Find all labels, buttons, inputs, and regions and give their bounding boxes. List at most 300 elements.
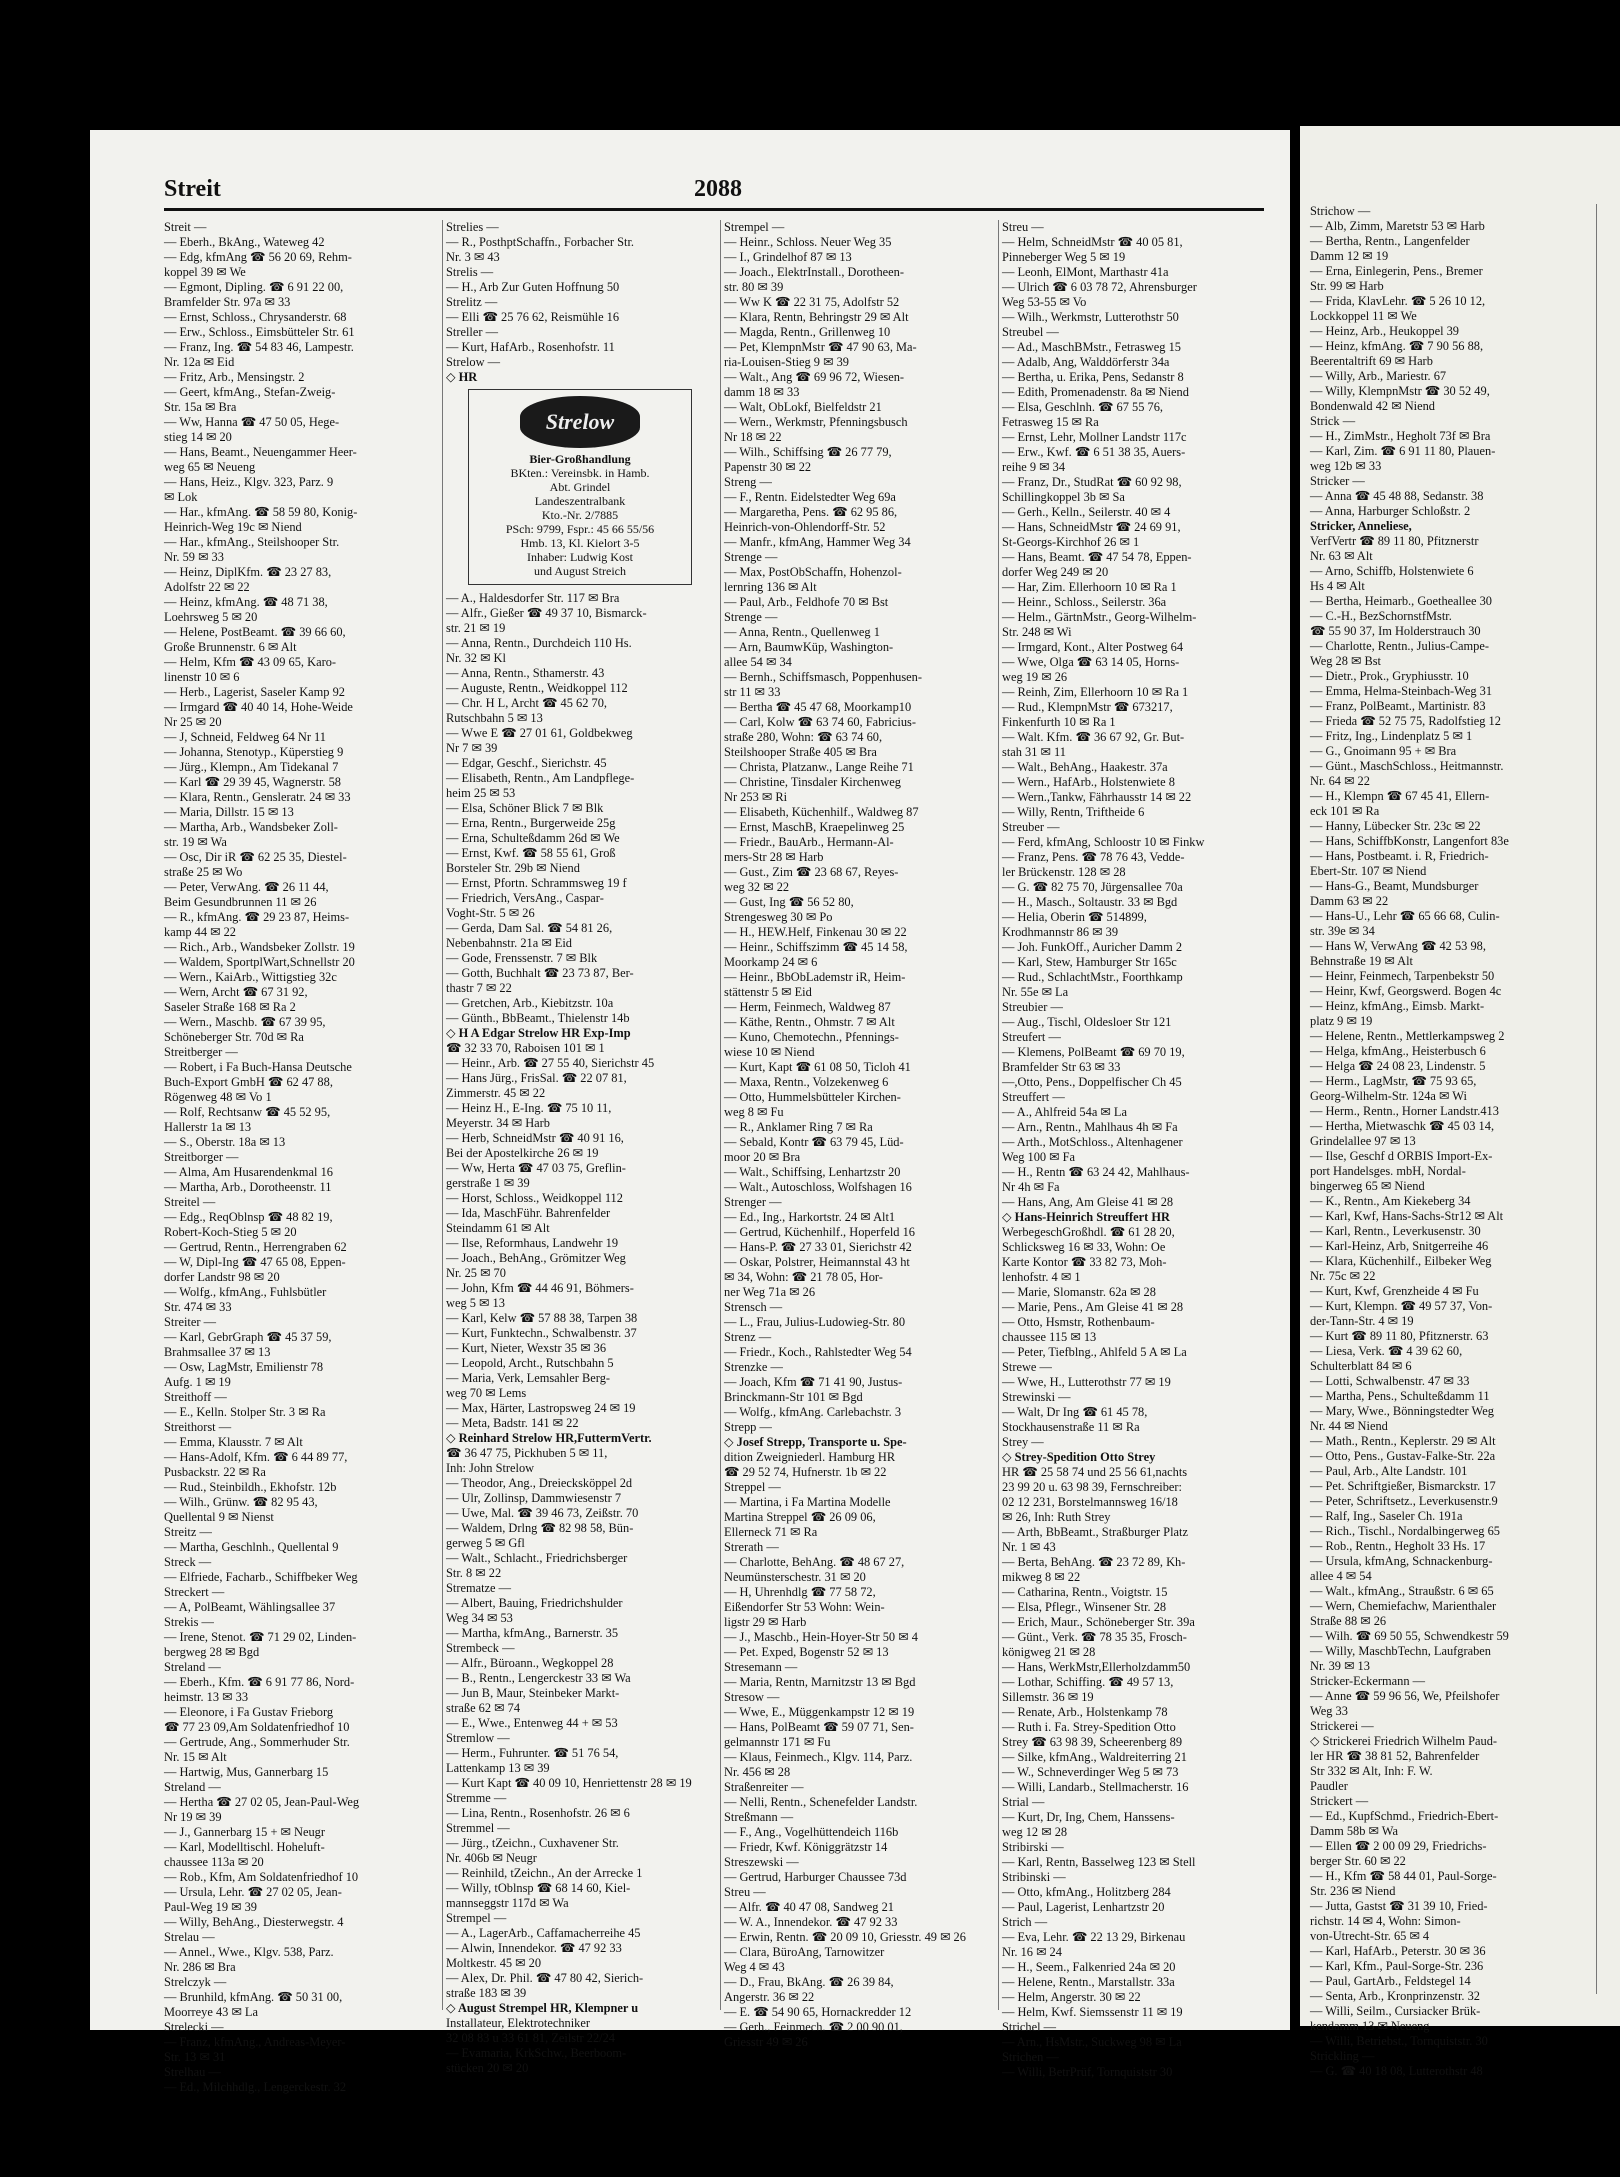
directory-entry-line: — Jürg., Klempn., Am Tidekanal 7: [164, 760, 339, 774]
directory-entry-line: kendamm 13 ✉ Neueng: [1310, 2019, 1430, 2033]
directory-entry-line: — Heinz H., E-Ing. ☎ 75 10 11,: [446, 1101, 612, 1115]
surname-heading: Strerath —: [724, 1540, 779, 1554]
directory-entry-line: — Ed., Ing., Harkortstr. 24 ✉ Alt1: [724, 1210, 896, 1224]
directory-entry-line: Installateur, Elektrotechniker: [446, 2016, 590, 2030]
directory-entry-line: — Heinz, kfmAng. ☎ 48 71 38,: [164, 595, 328, 609]
directory-entry-line: Rutschbahn 5 ✉ 13: [446, 711, 543, 725]
directory-entry-line: straße 183 ✉ 39: [446, 1986, 527, 2000]
directory-entry-line: — Robert, i Fa Buch-Hansa Deutsche: [164, 1060, 352, 1074]
directory-entry-line: — Willy, KlempnMstr ☎ 30 52 49,: [1310, 384, 1490, 398]
directory-entry-line: — Bertha, u. Erika, Pens, Sedanstr 8: [1002, 370, 1184, 384]
directory-entry-line: — Har, Zim. Ellerhoorn 10 ✉ Ra 1: [1002, 580, 1177, 594]
directory-entry-line: — Wwe, E., Müggenkampstr 12 ✉ 19: [724, 1705, 915, 1719]
directory-entry-line: — Gust., Zim ☎ 23 68 67, Reyes-: [724, 865, 899, 879]
surname-heading: Strelis —: [446, 265, 494, 279]
directory-entry-line: Weg 34 ✉ 53: [446, 1611, 513, 1625]
directory-entry-line: — Kurt, Kwf, Grenzheide 4 ✉ Fu: [1310, 1284, 1479, 1298]
directory-entry-line: — Irene, Stenot. ☎ 71 29 02, Linden-: [164, 1630, 357, 1644]
directory-entry-line: — Nelli, Rentn., Schenefelder Landstr.: [724, 1795, 918, 1809]
directory-entry-line: — Pet, KlempnMstr ☎ 47 90 63, Ma-: [724, 340, 917, 354]
directory-entry-line: port Handelsges. mbH, Nordal-: [1310, 1164, 1466, 1178]
directory-entry-line: — Berta, BehAng. ☎ 23 72 89, Kh-: [1002, 1555, 1186, 1569]
directory-entry-line: — Helene, PostBeamt. ☎ 39 66 60,: [164, 625, 346, 639]
directory-entry-line: — Erna, Einlegerin, Pens., Bremer: [1310, 264, 1483, 278]
directory-entry-line: — R., Anklamer Ring 7 ✉ Ra: [724, 1120, 873, 1134]
directory-entry-line: — Klemens, PolBeamt ☎ 69 70 19,: [1002, 1045, 1185, 1059]
directory-entry-line: richstr. 14 ✉ 4, Wohn: Simon-: [1310, 1914, 1461, 1928]
directory-entry-line: stücken 20 ✉ 20: [446, 2061, 529, 2075]
directory-entry-line: Lattenkamp 13 ✉ 39: [446, 1761, 550, 1775]
directory-entry-line: bingerweg 65 ✉ Niend: [1310, 1179, 1425, 1193]
directory-entry-line: — Ernst, MaschB, Kraepelinweg 25: [724, 820, 905, 834]
directory-entry-line: Moorreye 43 ✉ La: [164, 2005, 258, 2019]
surname-heading: Streu —: [1002, 220, 1044, 234]
directory-entry-line: — Har., kfmAng. ☎ 58 59 80, Konig-: [164, 505, 358, 519]
directory-entry-line: — Gertrud, Rentn., Herrengraben 62: [164, 1240, 347, 1254]
directory-entry-line: — Irmgard, Kont., Alter Postweg 64: [1002, 640, 1184, 654]
directory-entry-line: — Arn., HsMstr., Suckweg 98 ✉ La: [1002, 2035, 1182, 2049]
directory-entry-line: — Wwe E ☎ 27 01 61, Goldbekweg: [446, 726, 633, 740]
directory-entry-line: — Helga ☎ 24 08 23, Lindenstr. 5: [1310, 1059, 1486, 1073]
surname-heading: Strematze —: [446, 1581, 512, 1595]
directory-entry-line: — Martha, Geschlnh., Quellental 9: [164, 1540, 339, 1554]
directory-entry-line: — Hans, Ang, Am Gleise 41 ✉ 28: [1002, 1195, 1174, 1209]
directory-entry-line: Zimmerstr. 45 ✉ 22: [446, 1086, 546, 1100]
directory-entry-line: Buch-Export GmbH ☎ 62 47 88,: [164, 1075, 333, 1089]
directory-entry-line: — Arth., MotSchloss., Altenhagener: [1002, 1135, 1183, 1149]
directory-entry-line: — Ulrich ☎ 6 03 78 72, Ahrensburger: [1002, 280, 1197, 294]
directory-entry-line: — Alb, Zimm, Maretstr 53 ✉ Harb: [1310, 219, 1485, 233]
directory-entry-line: straße 62 ✉ 74: [446, 1701, 521, 1715]
directory-entry-line: — F., Rentn. Eidelstedter Weg 69a: [724, 490, 896, 504]
directory-entry-line: — H., Klempn ☎ 67 45 41, Ellern-: [1310, 789, 1490, 803]
surname-heading: Streckert —: [164, 1585, 225, 1599]
directory-entry-line: thastr 7 ✉ 22: [446, 981, 512, 995]
directory-entry-line: — J., Gannerbarg 15 + ✉ Neugr: [164, 1825, 325, 1839]
directory-entry-line: stieg 14 ✉ 20: [164, 430, 232, 444]
directory-entry-line: — D., Frau, BkAng. ☎ 26 39 84,: [724, 1975, 894, 1989]
directory-entry-line: — Willi, Landarb., Stellmacherstr. 16: [1002, 1780, 1189, 1794]
directory-entry-line: — Fritz, Arb., Mensingstr. 2: [164, 370, 305, 384]
directory-entry-line: Beerentaltrift 69 ✉ Harb: [1310, 354, 1433, 368]
header-keyword: Streit: [164, 176, 221, 202]
directory-entry-line: — Käthe, Rentn., Ohmstr. 7 ✉ Alt: [724, 1015, 895, 1029]
directory-entry-line: — Maria, Verk, Lemsahler Berg-: [446, 1371, 611, 1385]
directory-entry-line: — Rolf, Rechtsanw ☎ 45 52 95,: [164, 1105, 331, 1119]
directory-entry-line: — Gust, Ing ☎ 56 52 80,: [724, 895, 854, 909]
surname-heading: Strelow —: [446, 355, 501, 369]
directory-entry-line: Straße 88 ✉ 26: [1310, 1614, 1387, 1628]
directory-entry-line: Paul-Weg 19 ✉ 39: [164, 1900, 258, 1914]
directory-entry-line: — Alex, Dr. Phil. ☎ 47 80 42, Sierich-: [446, 1971, 644, 1985]
directory-entry-line: — Frieda ☎ 52 75 75, Radolfstieg 12: [1310, 714, 1501, 728]
surname-heading: Streuffert —: [1002, 1090, 1065, 1104]
directory-entry-line: — Walt., BehAng., Haakestr. 37a: [1002, 760, 1168, 774]
surname-heading: Stribirski —: [1002, 1840, 1064, 1854]
surname-heading: Streitz —: [164, 1525, 212, 1539]
directory-entry-line: — Wern., KaiArb., Wittigstieg 32c: [164, 970, 337, 984]
directory-entry-line: Nr 7 ✉ 39: [446, 741, 498, 755]
directory-entry-line: — Franz, kfmAng., Andreas-Meyer-: [164, 2035, 346, 2049]
directory-entry-line: — Karl, Modelltischl. Hoheluft-: [164, 1840, 325, 1854]
directory-entry-line: str. 39e ✉ 34: [1310, 924, 1375, 938]
surname-heading: Stricker —: [1310, 474, 1365, 488]
directory-entry-line: — Helm., GärtnMstr., Georg-Wilhelm-: [1002, 610, 1197, 624]
directory-entry-line: — Wilh., Grünw. ☎ 82 95 43,: [164, 1495, 318, 1509]
directory-entry-line: — Max, PostObSchaffn, Hohenzol-: [724, 565, 902, 579]
directory-entry-line: — Ulr, Zollinsp, Dammwiesenstr 7: [446, 1491, 622, 1505]
directory-entry-line: — E., Kelln. Stolper Str. 3 ✉ Ra: [164, 1405, 326, 1419]
directory-entry-line: — Emma, Klausstr. 7 ✉ Alt: [164, 1435, 303, 1449]
surname-heading: Streland —: [164, 1780, 221, 1794]
directory-entry-line: — Walt., Schlacht., Friedrichsberger: [446, 1551, 628, 1565]
directory-entry-line: dorfer Landstr 98 ✉ 20: [164, 1270, 280, 1284]
directory-entry-line: — Wwe, Olga ☎ 63 14 05, Horns-: [1002, 655, 1180, 669]
directory-entry-line: weg 12b ✉ 33: [1310, 459, 1382, 473]
directory-entry-line: ◇ August Strempel HR, Klempner u: [446, 2001, 639, 2015]
directory-entry-line: — Friedr, Kwf. Königgrätzstr 14: [724, 1840, 888, 1854]
directory-entry-line: — Horst, Schloss., Weidkoppel 112: [446, 1191, 623, 1205]
directory-entry-line: — Otto, Hsmstr, Rothenbaum-: [1002, 1315, 1155, 1329]
directory-entry-line: — C.-H., BezSchornstfMstr.: [1310, 609, 1452, 623]
surname-heading: Stricker-Eckermann —: [1310, 1674, 1426, 1688]
directory-entry-line: — Wilh., Schiffsing ☎ 26 77 79,: [724, 445, 892, 459]
directory-entry-line: — R., kfmAng. ☎ 29 23 87, Heims-: [164, 910, 350, 924]
surname-heading: Stresow —: [724, 1690, 780, 1704]
directory-entry-line: Ellerneck 71 ✉ Ra: [724, 1525, 818, 1539]
directory-entry-line: — Heinr., Arb. ☎ 27 55 40, Sierichstr 45: [446, 1056, 655, 1070]
directory-entry-line: — Gretchen, Arb., Kiebitzstr. 10a: [446, 996, 614, 1010]
directory-entry-line: mikweg 8 ✉ 22: [1002, 1570, 1081, 1584]
directory-entry-line: — Gerda, Dam Sal. ☎ 54 81 26,: [446, 921, 613, 935]
directory-entry-line: — Heinr., Schloss., Seilerstr. 36a: [1002, 595, 1167, 609]
directory-entry-line: — Anna, Rentn., Quellenweg 1: [724, 625, 880, 639]
directory-entry-line: — Wwe, H., Lutterothstr 77 ✉ 19: [1002, 1375, 1171, 1389]
directory-entry-line: — A., Ahlfreid 54a ✉ La: [1002, 1105, 1127, 1119]
directory-entry-line: — Hans W, VerwAng ☎ 42 53 98,: [1310, 939, 1486, 953]
directory-entry-line: — Peter, Tiefblng., Ahlfeld 5 A ✉ La: [1002, 1345, 1187, 1359]
directory-entry-line: Behnstraße 19 ✉ Alt: [1310, 954, 1413, 968]
directory-entry-line: Strey ☎ 63 98 39, Scheerenberg 89: [1002, 1735, 1183, 1749]
directory-entry-line: weg 8 ✉ Fu: [724, 1105, 784, 1119]
directory-entry-line: — Erna, Schulteßdamm 26d ✉ We: [446, 831, 620, 845]
directory-entry-line: — L., Frau, Julius-Ludowieg-Str. 80: [724, 1315, 906, 1329]
directory-entry-line: — Friedr., BauArb., Hermann-Al-: [724, 835, 894, 849]
directory-entry-line: — Hans, Beamt., Neuengammer Heer-: [164, 445, 357, 459]
directory-entry-line: Nr. 16 ✉ 24: [1002, 1945, 1062, 1959]
surname-heading: Straßenreiter —: [724, 1780, 804, 1794]
directory-entry-line: — Otto, Pens., Gustav-Falke-Str. 22a: [1310, 1449, 1496, 1463]
directory-entry-line: Damm 58b ✉ Wa: [1310, 1824, 1398, 1838]
directory-entry-line: — Martha, kfmAng., Barnerstr. 35: [446, 1626, 619, 1640]
directory-entry-line: weg 32 ✉ 22: [724, 880, 790, 894]
directory-entry-line: — Hanny, Lübecker Str. 23c ✉ 22: [1310, 819, 1481, 833]
directory-entry-line: — Elisabeth, Rentn., Am Landpflege-: [446, 771, 635, 785]
directory-entry-line: — Fritz, Ing., Lindenplatz 5 ✉ 1: [1310, 729, 1473, 743]
directory-entry-line: Griesstr 49 ✉ 26: [724, 2035, 808, 2049]
directory-entry-line: — Anna, Harburger Schloßstr. 2: [1310, 504, 1471, 518]
directory-entry-line: — Kurt, Nieter, Wexstr 35 ✉ 36: [446, 1341, 607, 1355]
directory-entry-line: weg 12 ✉ 28: [1002, 1825, 1068, 1839]
directory-entry-line: — Liesa, Verk. ☎ 4 39 62 60,: [1310, 1344, 1463, 1358]
directory-entry-line: — Ernst, Schloss., Chrysanderstr. 68: [164, 310, 347, 324]
surname-heading: Strickling —: [1310, 2049, 1375, 2063]
directory-entry-line: Nr. 55e ✉ La: [1002, 985, 1069, 999]
surname-heading: Streiter —: [164, 1315, 216, 1329]
directory-entry-line: Große Brunnenstr. 6 ✉ Alt: [164, 640, 297, 654]
directory-entry-line: — Karl, HafArb., Peterstr. 30 ✉ 36: [1310, 1944, 1486, 1958]
directory-entry-line: — Marie, Pens., Am Gleise 41 ✉ 28: [1002, 1300, 1184, 1314]
directory-entry-line: linenstr 10 ✉ 6: [164, 670, 240, 684]
directory-entry-line: — Evamaria, KrkSchw., Beerboom-: [446, 2046, 627, 2060]
directory-entry-line: bergweg 28 ✉ Bgd: [164, 1645, 260, 1659]
directory-entry-line: — Math., Rentn., Keplerstr. 29 ✉ Alt: [1310, 1434, 1496, 1448]
directory-entry-line: Papenstr 30 ✉ 22: [724, 460, 812, 474]
directory-entry-line: gerweg 5 ✉ Gfl: [446, 1536, 525, 1550]
directory-entry-line: — Anne ☎ 59 96 56, We, Pfeilshofer: [1310, 1689, 1500, 1703]
directory-entry-line: — Willy, MaschbTechn, Laufgraben: [1310, 1644, 1491, 1658]
directory-entry-line: — Hans-Adolf, Kfm. ☎ 6 44 89 77,: [164, 1450, 348, 1464]
directory-entry-line: — G. ☎ 40 18 08, Lutterothstr 48: [1310, 2064, 1483, 2078]
directory-entry-line: — Walt, Dr Ing ☎ 61 45 78,: [1002, 1405, 1148, 1419]
directory-entry-line: — Walt., Ang ☎ 69 96 72, Wiesen-: [724, 370, 905, 384]
directory-entry-line: Nr. 44 ✉ Niend: [1310, 1419, 1388, 1433]
directory-entry-line: königweg 21 ✉ 28: [1002, 1645, 1096, 1659]
directory-entry-line: — Christa, Platzanw., Lange Reihe 71: [724, 760, 914, 774]
ad-line: Abt. Grindel: [549, 480, 611, 494]
directory-entry-line: — Elsa, Geschlnh. ☎ 67 55 76,: [1002, 400, 1164, 414]
directory-entry-line: Nr. 75c ✉ 22: [1310, 1269, 1376, 1283]
directory-entry-line: — Egmont, Dipling. ☎ 6 91 22 00,: [164, 280, 344, 294]
directory-entry-line: — Helene, Rentn., Mettlerkampsweg 2: [1310, 1029, 1505, 1043]
directory-entry-line: gelmannstr 171 ✉ Fu: [724, 1735, 831, 1749]
directory-entry-line: — Walt, ObLokf, Bielfeldstr 21: [724, 400, 882, 414]
surname-heading: Strelau —: [164, 1930, 215, 1944]
directory-entry-line: — Albert, Bauing, Friedrichshulder: [446, 1596, 623, 1610]
directory-entry-line: — Joach., BehAng., Grömitzer Weg: [446, 1251, 626, 1265]
directory-entry-line: — Johanna, Stenotyp., Küperstieg 9: [164, 745, 344, 759]
directory-entry-line: Bei der Apostelkirche 26 ✉ 19: [446, 1146, 599, 1160]
directory-entry-line: Pusbackstr. 22 ✉ Ra: [164, 1465, 266, 1479]
directory-entry-line: Nr 18 ✉ 22: [724, 430, 782, 444]
directory-entry-line: ◇ Strey-Spedition Otto Strey: [1002, 1450, 1156, 1464]
directory-entry-line: — Kurt, HafArb., Rosenhofstr. 11: [446, 340, 615, 354]
directory-entry-line: — Erna, Rentn., Burgerweide 25g: [446, 816, 616, 830]
directory-entry-line: — B., Rentn., Lengerckestr 33 ✉ Wa: [446, 1671, 631, 1685]
surname-heading: Streller —: [446, 325, 498, 339]
directory-entry-line: ☎ 55 90 37, Im Holderstrauch 30: [1310, 624, 1481, 638]
directory-entry-line: ◇ Reinhard Strelow HR,FuttermVertr.: [446, 1431, 652, 1445]
ad-line: Bier-Großhandlung: [529, 452, 631, 466]
directory-entry-line: Schulterblatt 84 ✉ 6: [1310, 1359, 1412, 1373]
directory-entry-line: — Chr. H L, Archt ☎ 45 62 70,: [446, 696, 608, 710]
directory-entry-line: — Günt., Verk. ☎ 78 35 35, Frosch-: [1002, 1630, 1187, 1644]
directory-entry-line: — Karl, GebrGraph ☎ 45 37 59,: [164, 1330, 332, 1344]
directory-entry-line: — Lotti, Schwalbenstr. 47 ✉ 33: [1310, 1374, 1470, 1388]
directory-entry-line: — Wern.,Tankw, Fährhausstr 14 ✉ 22: [1002, 790, 1192, 804]
surname-heading: Strickert —: [1310, 1794, 1369, 1808]
directory-entry-line: — Ww, Hanna ☎ 47 50 05, Hege-: [164, 415, 340, 429]
directory-entry-line: — Ilse, Geschf d ORBIS Import-Ex-: [1310, 1149, 1493, 1163]
directory-entry-line: Schöneberger Str. 70d ✉ Ra: [164, 1030, 304, 1044]
directory-entry-line: Str. 236 ✉ Niend: [1310, 1884, 1396, 1898]
directory-entry-line: Loehrsweg 5 ✉ 20: [164, 610, 258, 624]
directory-entry-line: — Willi, Betriebst., Tornquiststr. 30: [1310, 2034, 1488, 2048]
directory-entry-line: — H., Masch., Soltaustr. 33 ✉ Bgd: [1002, 895, 1178, 909]
ad-line: Hmb. 13, Kl. Kielort 3-5: [520, 536, 640, 550]
directory-entry-line: — E. ☎ 54 90 65, Hornackredder 12: [724, 2005, 912, 2019]
directory-entry-line: — Edg., ReqOblnsp ☎ 48 82 19,: [164, 1210, 333, 1224]
directory-entry-line: — Rob., Rentn., Hegholt 33 Hs. 17: [1310, 1539, 1486, 1553]
directory-entry-line: berger Str. 60 ✉ 22: [1310, 1854, 1406, 1868]
directory-entry-line: allee 54 ✉ 34: [724, 655, 792, 669]
directory-entry-line: Damm 12 ✉ 19: [1310, 249, 1389, 263]
directory-entry-line: — Gode, Frenssenstr. 7 ✉ Blk: [446, 951, 598, 965]
directory-entry-line: weg 19 ✉ 26: [1002, 670, 1068, 684]
surname-heading: Strenz —: [724, 1330, 772, 1344]
directory-entry-line: — Gertrud, Harburger Chaussee 73d: [724, 1870, 907, 1884]
surname-heading: Streuber —: [1002, 820, 1060, 834]
directory-entry-line: Nr. 286 ✉ Bra: [164, 1960, 236, 1974]
directory-entry-line: Str. 8 ✉ 22: [446, 1566, 502, 1580]
directory-entry-line: — H, Uhrenhdlg ☎ 77 58 72,: [724, 1585, 876, 1599]
directory-entry-line: — Martina, i Fa Martina Modelle: [724, 1495, 891, 1509]
directory-entry-line: — Ww K ☎ 22 31 75, Adolfstr 52: [724, 295, 900, 309]
directory-entry-line: — Elsa, Pflegr., Winsener Str. 28: [1002, 1600, 1167, 1614]
directory-entry-line: — Clara, BüroAng, Tarnowitzer: [724, 1945, 885, 1959]
directory-entry-line: — Herb., Lagerist, Saseler Kamp 92: [164, 685, 345, 699]
directory-entry-line: — Catharina, Rentn., Voigtstr. 15: [1002, 1585, 1168, 1599]
directory-entry-line: Aufg. 1 ✉ 19: [164, 1375, 231, 1389]
surname-heading: Strichen —: [1002, 2050, 1059, 2064]
directory-entry-line: — Ralf, Ing., Saseler Ch. 191a: [1310, 1509, 1463, 1523]
directory-entry-line: — Martha, Arb., Wandsbeker Zoll-: [164, 820, 338, 834]
directory-entry-line: — Heinr., BbObLademstr iR, Heim-: [724, 970, 906, 984]
directory-entry-line: Str. 13 ✉ 31: [164, 2050, 226, 2064]
surname-heading: Streszewski —: [724, 1855, 799, 1869]
surname-heading: Strensch —: [724, 1300, 783, 1314]
directory-entry-line: ◇ HR: [446, 370, 478, 384]
directory-entry-line: Ebert-Str. 107 ✉ Niend: [1310, 864, 1427, 878]
directory-entry-line: wiese 10 ✉ Niend: [724, 1045, 815, 1059]
directory-entry-line: dition Zweigniederl. Hamburg HR: [724, 1450, 896, 1464]
directory-entry-line: — Reinh, Zim, Ellerhoorn 10 ✉ Ra 1: [1002, 685, 1189, 699]
directory-entry-line: — Hans, Beamt. ☎ 47 54 78, Eppen-: [1002, 550, 1192, 564]
ad-line: Kto.-Nr. 2/7885: [541, 508, 619, 522]
column-2: [442, 220, 714, 2075]
directory-entry-line: — G. ☎ 82 75 70, Jürgensallee 70a: [1002, 880, 1183, 894]
directory-entry-line: von-Utrecht-Str. 65 ✉ 4: [1310, 1929, 1430, 1943]
directory-entry-line: ✉ Lok: [164, 490, 198, 504]
ad-line: Inhaber: Ludwig Kost: [527, 550, 633, 564]
directory-entry-line: — Oskar, Polstrer, Heimannstal 43 ht: [724, 1255, 910, 1269]
directory-entry-line: Weg 4 ✉ 43: [724, 1960, 785, 1974]
surname-heading: Strewinski —: [1002, 1390, 1071, 1404]
directory-entry-line: — Wern., HafArb., Holstenwiete 8: [1002, 775, 1175, 789]
directory-entry-line: — H., HEW.Helf, Finkenau 30 ✉ 22: [724, 925, 907, 939]
directory-entry-line: — Kuno, Chemotechn., Pfennings-: [724, 1030, 899, 1044]
directory-entry-line: Bramfelder Str 63 ✉ 33: [1002, 1060, 1121, 1074]
directory-entry-line: — Willy, Arb., Mariestr. 67: [1310, 369, 1447, 383]
directory-entry-line: Weg 53-55 ✉ Vo: [1002, 295, 1087, 309]
directory-entry-line: ler HR ☎ 38 81 52, Bahrenfelder: [1310, 1749, 1480, 1763]
surname-heading: Streu —: [724, 1885, 766, 1899]
directory-entry-line: — Erwin, Rentn. ☎ 20 09 10, Griesstr. 49 ✉ 26: [724, 1930, 966, 1944]
surname-heading: Strenge —: [724, 550, 778, 564]
directory-entry-line: Steilshooper Straße 405 ✉ Bra: [724, 745, 877, 759]
surname-heading: Strelitz —: [446, 295, 498, 309]
directory-entry-line: ner Weg 71a ✉ 26: [724, 1285, 816, 1299]
directory-entry-line: — Arth, BbBeamt., Straßburger Platz: [1002, 1525, 1188, 1539]
directory-entry-line: — Klara, Rentn, Behringstr 29 ✉ Alt: [724, 310, 909, 324]
directory-entry-line: Inh: John Strelow: [446, 1461, 535, 1475]
right-page-edge: [1300, 126, 1620, 2078]
directory-entry-line: — Helga, kfmAng., Heisterbusch 6: [1310, 1044, 1486, 1058]
directory-entry-line: — Joach., ElektrInstall., Dorotheen-: [724, 265, 904, 279]
directory-entry-line: Robert-Koch-Stieg 5 ✉ 20: [164, 1225, 297, 1239]
directory-entry-line: Strengesweg 30 ✉ Po: [724, 910, 833, 924]
directory-entry-line: — Ida, MaschFühr. Bahrenfelder: [446, 1206, 611, 1220]
directory-entry-line: Nr 253 ✉ Ri: [724, 790, 788, 804]
surname-heading: Streubel —: [1002, 325, 1059, 339]
directory-entry-line: damm 18 ✉ 33: [724, 385, 800, 399]
directory-entry-line: Nr. 1 ✉ 43: [1002, 1540, 1056, 1554]
directory-entry-line: — Geert, kfmAng., Stefan-Zweig-: [164, 385, 336, 399]
directory-entry-line: — Ursula, Lehr. ☎ 27 02 05, Jean-: [164, 1885, 342, 1899]
directory-entry-line: — Erw., Kwf. ☎ 6 51 38 35, Auers-: [1002, 445, 1186, 459]
directory-entry-line: — Ed., Milchhdlg., Lengerckestr. 32: [164, 2080, 347, 2094]
ad-line: und August Streich: [534, 564, 626, 578]
directory-entry-line: Adolfstr 22 ✉ 22: [164, 580, 250, 594]
directory-entry-line: ler Brückenstr. 128 ✉ 28: [1002, 865, 1126, 879]
directory-entry-line: — Ursula, kfmAng, Schnackenburg-: [1310, 1554, 1493, 1568]
surname-heading: Strichel —: [1002, 2020, 1057, 2034]
directory-entry-line: — A., LagerArb., Caffamacherreihe 45: [446, 1926, 641, 1940]
directory-entry-line: — Alwin, Innendekor. ☎ 47 92 33: [446, 1941, 622, 1955]
directory-entry-line: — Meta, Badstr. 141 ✉ 22: [446, 1416, 579, 1430]
directory-entry-line: Voght-Str. 5 ✉ 26: [446, 906, 535, 920]
directory-entry-line: — Hans-G., Beamt, Mundsburger: [1310, 879, 1479, 893]
directory-entry-line: — Günt., MaschSchloss., Heitmannstr.: [1310, 759, 1504, 773]
directory-entry-line: — Waldem, SportplWart,Schnellstr 20: [164, 955, 355, 969]
directory-entry-line: Moltkestr. 45 ✉ 20: [446, 1956, 542, 1970]
directory-entry-line: — Eberh., BkAng., Wateweg 42: [164, 235, 325, 249]
directory-entry-line: — Elfriede, Facharb., Schiffbeker Weg: [164, 1570, 358, 1584]
directory-entry-line: — Ernst, Lehr, Mollner Landstr 117c: [1002, 430, 1187, 444]
directory-entry-line: — Walt., Autoschloss, Wolfshagen 16: [724, 1180, 912, 1194]
directory-entry-line: Hs 4 ✉ Alt: [1310, 579, 1365, 593]
directory-entry-line: Hallerstr 1a ✉ 13: [164, 1120, 252, 1134]
directory-entry-line: — Ferd, kfmAng, Schloostr 10 ✉ Finkw: [1002, 835, 1205, 849]
directory-entry-line: — Helia, Oberin ☎ 514899,: [1002, 910, 1147, 924]
directory-entry-line: Str. 248 ✉ Wi: [1002, 625, 1072, 639]
directory-entry-line: — Willy, tOblnsp ☎ 68 14 60, Kiel-: [446, 1881, 631, 1895]
directory-entry-line: — Ernst, Kwf. ☎ 58 55 61, Groß: [446, 846, 616, 860]
directory-entry-line: — Auguste, Rentn., Weidkoppel 112: [446, 681, 628, 695]
directory-entry-line: — Pet. Exped, Bogenstr 52 ✉ 13: [724, 1645, 889, 1659]
directory-entry-line: — Marie, Slomanstr. 62a ✉ 28: [1002, 1285, 1156, 1299]
directory-entry-line: — Franz, Ing. ☎ 54 83 46, Lampestr.: [164, 340, 354, 354]
directory-entry-line: — Willi, BetrPrüf, Tornquiststr 30: [1002, 2065, 1173, 2079]
directory-entry-line: — Willy, Rentn, Triftheide 6: [1002, 805, 1145, 819]
directory-entry-line: ☎ 32 33 70, Raboisen 101 ✉ 1: [446, 1041, 605, 1055]
directory-entry-line: platz 9 ✉ 19: [1310, 1014, 1373, 1028]
directory-entry-line: — H., Kfm ☎ 58 44 01, Paul-Sorge-: [1310, 1869, 1497, 1883]
directory-entry-line: ☎ 36 47 75, Pickhuben 5 ✉ 11,: [446, 1446, 608, 1460]
surname-heading: Streßmann —: [724, 1810, 794, 1824]
directory-entry-line: — Herm., Rentn., Horner Landstr.413: [1310, 1104, 1499, 1118]
directory-entry-line: — Wilh., Werkmstr, Lutterothstr 50: [1002, 310, 1179, 324]
